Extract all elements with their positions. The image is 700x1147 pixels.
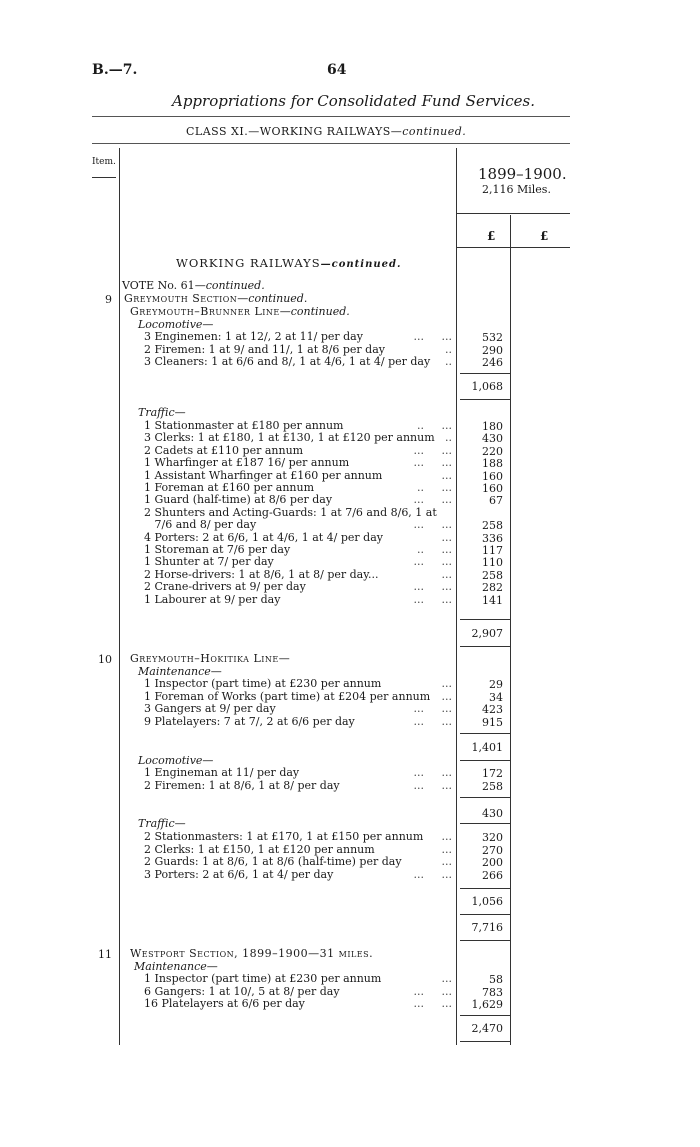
item11-maintenance-total-rule-bottom	[460, 1041, 510, 1042]
line-item-amount: 258	[482, 779, 503, 793]
line-item-amount: 29	[489, 678, 503, 691]
leader-dots: ... ...	[413, 714, 452, 728]
leader-dots: ... ...	[413, 518, 452, 532]
leader-dots: ... ...	[413, 997, 452, 1010]
line-item-amount: 266	[482, 868, 503, 882]
line-item-amount: 423	[482, 703, 503, 716]
page-subtitle: Appropriations for Consolidated Fund Services.	[172, 92, 536, 110]
currency-right: £	[540, 229, 549, 243]
line-item-text: 1 Wharfinger at £187 16/ per annum	[144, 456, 350, 470]
item9-traffic-total-rule-bottom	[460, 646, 510, 647]
line-item-amount: 160	[482, 469, 503, 483]
leader-dots: .. ...	[417, 419, 452, 432]
item10-locomotive-heading: Locomotive—	[138, 754, 214, 767]
item-column-divider	[119, 148, 120, 1045]
line-item-amount: 220	[482, 444, 503, 458]
leader-dots: ...	[441, 689, 452, 703]
currency-left: £	[487, 229, 496, 243]
line-item-amount: 172	[482, 767, 503, 780]
line-item-text: 1 Engineman at 11/ per day	[144, 766, 300, 779]
line-item-amount: 200	[482, 856, 503, 869]
leader-dots: ... ...	[413, 778, 452, 792]
leader-dots: ...	[441, 468, 452, 482]
line-item-text: 3 Porters: 2 at 6/6, 1 at 4/ per day	[144, 867, 334, 881]
hokitika-line-heading	[130, 653, 290, 666]
greymouth-section-label: Greymouth Section	[124, 292, 238, 305]
item10-maintenance-heading: Maintenance—	[138, 665, 222, 678]
currency-header-underline	[456, 247, 570, 248]
greymouth-section-heading	[124, 293, 307, 306]
line-item-amount: 180	[482, 420, 503, 433]
class-heading	[186, 125, 466, 138]
item9-locomotive-total-rule-bottom	[460, 399, 510, 400]
item10-locomotive-total-rule-bottom	[460, 823, 510, 824]
line-item-text: 2 Firemen: 1 at 8/6, 1 at 8/ per day	[144, 778, 340, 792]
leader-dots: .. ...	[417, 481, 452, 494]
section-title	[176, 256, 401, 270]
line-item-amount: 141	[482, 593, 503, 607]
leader-dots: ... ...	[413, 580, 452, 594]
line-item-amount: 67	[489, 494, 503, 508]
line-item-text: 3 Gangers at 9/ per day	[144, 702, 276, 715]
line-item-text: 1 Storeman at 7/6 per day	[144, 543, 291, 556]
line-item-text: 9 Platelayers: 7 at 7/, 2 at 6/6 per day	[144, 714, 355, 728]
amount-column-divider	[510, 215, 511, 1045]
line-item-text: 2 Stationmasters: 1 at £170, 1 at £150 per annum	[144, 830, 424, 843]
item11-maintenance-heading: Maintenance—	[134, 960, 218, 973]
line-item-amount: 430	[482, 432, 503, 446]
leader-dots: ...	[441, 842, 452, 856]
leader-dots: ...	[441, 972, 452, 985]
hokitika-line-dash: —	[278, 652, 290, 665]
line-item-amount: 915	[482, 715, 503, 729]
leader-dots: ...	[441, 530, 452, 544]
line-item-text: 7/6 and 8/ per day	[144, 518, 257, 532]
line-item-text: 2 Firemen: 1 at 9/ and 11/, 1 at 8/6 per day	[144, 342, 385, 356]
line-item-text: 2 Clerks: 1 at £150, 1 at £120 per annum	[144, 842, 375, 856]
miles-header: 2,116 Miles.	[482, 183, 551, 196]
line-item-amount: 34	[489, 690, 503, 704]
item9-locomotive-heading: Locomotive—	[138, 318, 214, 331]
year-header-underline	[456, 213, 570, 214]
item11-maintenance-total-rule-top	[460, 1015, 510, 1016]
item9-traffic-heading: Traffic—	[138, 406, 186, 419]
item9-traffic-total-rule-top	[460, 619, 510, 620]
line-item-text: 3 Enginemen: 1 at 12/, 2 at 11/ per day	[144, 330, 363, 343]
line-item-amount: 110	[482, 556, 503, 570]
report-code: B.—7.	[92, 62, 138, 78]
line-item-text: 1 Stationmaster at £180 per annum	[144, 419, 344, 432]
line-item-text: 2 Shunters and Acting-Guards: 1 at 7/6 and 8/6, 1 at	[144, 505, 437, 519]
line-item-text: 3 Cleaners: 1 at 6/6 and 8/, 1 at 4/6, 1 at 4/ per day	[144, 355, 431, 368]
item-header-underline	[92, 177, 116, 178]
line-item-amount: 336	[482, 531, 503, 545]
leader-dots: ...	[441, 567, 452, 581]
line-item-text: 3 Clerks: 1 at £180, 1 at £130, 1 at £120 per annum	[144, 431, 435, 445]
item10-grand-total: 7,716	[471, 921, 503, 934]
item10-traffic-total-rule-top	[460, 888, 510, 889]
item9-traffic-total: 2,907	[471, 627, 503, 640]
amount-column-left-border	[456, 148, 457, 1045]
line-item-amount: 1,629	[471, 998, 503, 1011]
leader-dots: ... ...	[413, 330, 452, 343]
brunner-line-continued: —continued.	[279, 305, 350, 318]
leader-dots: ... ...	[413, 555, 452, 569]
item9-locomotive-total: 1,068	[471, 380, 503, 393]
class-heading-continued: —continued.	[390, 125, 467, 138]
item10-traffic-heading: Traffic—	[138, 817, 186, 830]
line-item-text: 2 Cadets at £110 per annum	[144, 443, 304, 457]
line-item-text: 16 Platelayers at 6/6 per day	[144, 997, 305, 1010]
line-item-text: 1 Shunter at 7/ per day	[144, 555, 274, 569]
vote-label: VOTE No. 61	[122, 279, 195, 292]
line-item-text: 1 Foreman at £160 per annum	[144, 481, 315, 494]
line-item-amount: 258	[482, 519, 503, 533]
leader-dots: ... ...	[413, 766, 452, 779]
line-item-text: 1 Guard (half-time) at 8/6 per day	[144, 493, 333, 507]
vote-continued: —continued.	[194, 279, 265, 292]
item11-maintenance-total: 2,470	[471, 1022, 503, 1035]
line-item-amount: 160	[482, 482, 503, 495]
item10-maintenance-total: 1,401	[471, 741, 503, 754]
line-item-amount: 188	[482, 457, 503, 471]
class-heading-text: CLASS XI.—WORKING RAILWAYS	[186, 125, 391, 138]
line-item-text: 6 Gangers: 1 at 10/, 5 at 8/ per day	[144, 984, 340, 998]
item10-traffic-total: 1,056	[471, 895, 503, 908]
section-title-continued: —continued.	[320, 259, 402, 270]
line-item-text: 1 Labourer at 9/ per day	[144, 592, 281, 606]
year-header: 1899–1900.	[478, 165, 567, 183]
section-title-text: WORKING RAILWAYS	[176, 256, 321, 270]
line-item-text: 2 Horse-drivers: 1 at 8/6, 1 at 8/ per day...	[144, 567, 379, 581]
line-item-amount: 290	[482, 343, 503, 357]
leader-dots: ..	[445, 431, 452, 445]
line-item-amount: 282	[482, 581, 503, 595]
item9-locomotive-total-rule-top	[460, 373, 510, 374]
line-item-amount: 783	[482, 985, 503, 999]
brunner-line-heading	[130, 306, 350, 319]
item-number-11: 11	[98, 948, 112, 961]
westport-section-heading: Westport Section, 1899–1900—31 miles.	[130, 947, 374, 960]
leader-dots: ... ...	[413, 592, 452, 606]
line-item-text: 2 Guards: 1 at 8/6, 1 at 8/6 (half-time) per day	[144, 855, 402, 868]
line-item-text: 1 Assistant Wharfinger at £160 per annum	[144, 468, 383, 482]
leader-dots: ... ...	[413, 443, 452, 457]
line-item-amount: 58	[489, 973, 503, 986]
leader-dots: ...	[441, 830, 452, 843]
header-rule-bottom	[92, 143, 570, 144]
page-number: 64	[327, 62, 347, 78]
item10-locomotive-total: 430	[482, 807, 503, 820]
brunner-line-label: Greymouth–Brunner Line	[130, 305, 280, 318]
line-item-amount: 270	[482, 843, 503, 857]
line-item-text: 4 Porters: 2 at 6/6, 1 at 4/6, 1 at 4/ per day	[144, 530, 383, 544]
leader-dots: ... ...	[413, 702, 452, 715]
greymouth-section-continued: —continued.	[237, 292, 308, 305]
item-column-header: Item.	[92, 157, 116, 167]
leader-dots: ...	[441, 677, 452, 690]
leader-dots: ..	[445, 342, 452, 356]
leader-dots: ... ...	[413, 493, 452, 507]
vote-heading	[122, 280, 265, 293]
leader-dots: .. ...	[417, 543, 452, 556]
item10-traffic-total-rule-mid	[460, 914, 510, 915]
line-item-amount: 117	[482, 544, 503, 557]
item10-maintenance-total-rule-bottom	[460, 760, 510, 761]
item10-maintenance-total-rule-top	[460, 733, 510, 734]
line-item-text: 2 Crane-drivers at 9/ per day	[144, 580, 306, 594]
line-item-amount: 532	[482, 331, 503, 344]
item-number-9: 9	[105, 293, 112, 306]
leader-dots: ... ...	[413, 984, 452, 998]
item10-locomotive-total-rule-top	[460, 797, 510, 798]
leader-dots: ..	[445, 355, 452, 368]
leader-dots: ...	[441, 855, 452, 868]
item-number-10: 10	[98, 653, 112, 666]
line-item-amount: 246	[482, 356, 503, 369]
header-rule-top	[92, 116, 570, 117]
hokitika-line-label: Greymouth–Hokitika Line	[130, 652, 279, 665]
line-item-text: 1 Inspector (part time) at £230 per annum	[144, 677, 382, 690]
item10-grand-total-rule-bottom	[460, 940, 510, 941]
line-item-amount: 258	[482, 568, 503, 582]
line-item-text: 1 Inspector (part time) at £230 per annum	[144, 972, 382, 985]
line-item-text: 1 Foreman of Works (part time) at £204 per annum	[144, 689, 431, 703]
leader-dots: ... ...	[413, 867, 452, 881]
leader-dots: ... ...	[413, 456, 452, 470]
line-item-amount: 320	[482, 831, 503, 844]
